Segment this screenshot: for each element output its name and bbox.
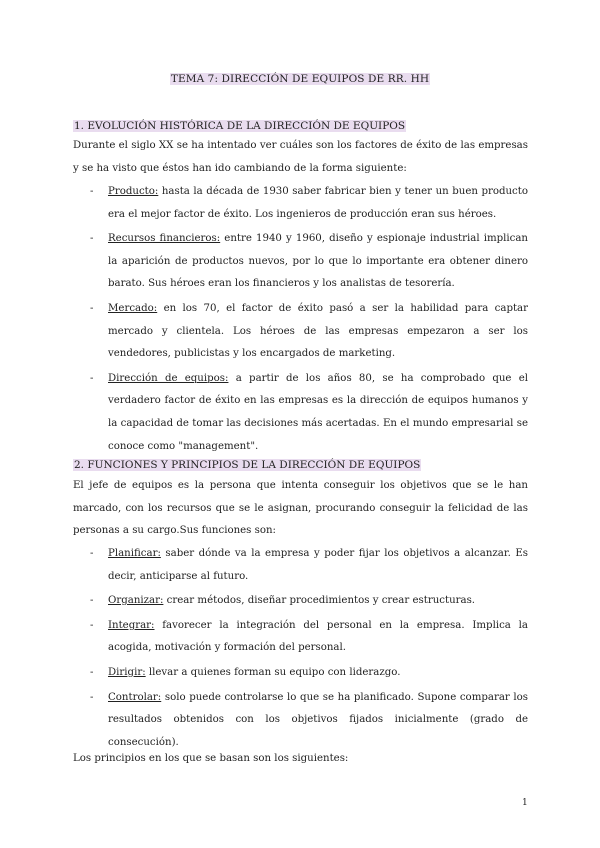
section-2-intro: El jefe de equipos es la persona que intenta conseguir los objetivos que se le han marcado, con los recursos que se le asignan, procurando conseguir la felicidad de las personas a su cargo.Sus funciones son: [73, 480, 528, 536]
list-item-text: solo puede controlarse lo que se ha planificado. Supone comparar los resultados obtenidos con los objetivos fijados inicialmente (grado de consecución). [108, 691, 528, 748]
section-1-heading: 1. EVOLUCIÓN HISTÓRICA DE LA DIRECCIÓN DE EQUIPOS [74, 120, 406, 132]
bullet-dash: - [90, 548, 94, 559]
list-item-text: entre 1940 y 1960, diseño y espionaje industrial implican la aparición de productos nuevos, por lo que lo importante era obtener dinero barato. Sus héroes eran los financieros y los analistas de tesorería. [108, 233, 528, 290]
list-item-term: Recursos financieros: [108, 233, 221, 245]
list-item-term: Mercado: [108, 302, 158, 314]
list-item-organizar [90, 590, 528, 613]
bullet-dash: - [90, 186, 94, 197]
list-item-term: Dirección de equipos: [108, 372, 229, 384]
list-item-producto [90, 181, 528, 226]
section-2-heading: 2. FUNCIONES Y PRINCIPIOS DE LA DIRECCIÓN DE EQUIPOS [74, 459, 421, 471]
list-item-term: Integrar: [108, 619, 155, 631]
list-item-controlar [90, 687, 528, 755]
list-item-text: llevar a quienes forman su equipo con liderazgo. [145, 666, 401, 678]
bullet-dash: - [90, 372, 94, 384]
list-item-dirigir [90, 662, 528, 685]
list-item-term: Controlar: [108, 691, 162, 703]
list-item-term: Dirigir: [108, 666, 146, 678]
bullet-dash: - [90, 595, 94, 607]
list-item-text: saber dónde va la empresa y poder fijar los objetivos a alcanzar. Es decir, anticiparse al futuro. [108, 548, 528, 582]
list-item-integrar [90, 615, 528, 660]
list-item-term: Organizar: [108, 595, 164, 607]
bullet-dash: - [90, 619, 94, 631]
section-1-intro: Durante el siglo XX se ha intentado ver cuáles son los factores de éxito de las empresas y se ha visto que éstos han ido cambiando de la forma siguiente: [73, 140, 528, 174]
list-item-mercado [90, 298, 528, 366]
bullet-dash: - [90, 666, 94, 678]
bullet-dash: - [90, 233, 94, 245]
list-item-term: Planificar: [108, 548, 161, 559]
list-item-recursos [90, 228, 528, 296]
list-item-text: a partir de los años 80, se ha comprobado que el verdadero factor de éxito en las empresas es la dirección de equipos humanos y la capacidad de tomar las decisiones más acertadas. En el mundo empresarial se conoce como "management". [108, 372, 528, 452]
list-item-text: hasta la década de 1930 saber fabricar bien y tener un buen producto era el mejor factor de éxito. Los ingenieros de producción eran sus héroes. [108, 186, 528, 220]
bullet-dash: - [90, 302, 94, 314]
section-1-list [90, 181, 528, 460]
section-2-list [90, 543, 528, 756]
list-item-text: crear métodos, diseñar procedimientos y crear estructuras. [163, 595, 476, 607]
document-title: TEMA 7: DIRECCIÓN DE EQUIPOS DE RR. HH [170, 73, 430, 85]
list-item-term: Producto: [108, 186, 159, 197]
list-item-direccion [90, 368, 528, 458]
page-number: 1 [522, 798, 528, 808]
principles-text: Los principios en los que se basan son los siguientes: [73, 753, 349, 764]
list-item-planificar [90, 543, 528, 588]
bullet-dash: - [90, 691, 94, 703]
list-item-text: en los 70, el factor de éxito pasó a ser la habilidad para captar mercado y clientela. Los héroes de las empresas empezaron a ser los vendedores, publicistas y los encargados de marketing. [108, 302, 528, 360]
list-item-text: favorecer la integración del personal en la empresa. Implica la acogida, motivación y formación del personal. [108, 619, 528, 654]
